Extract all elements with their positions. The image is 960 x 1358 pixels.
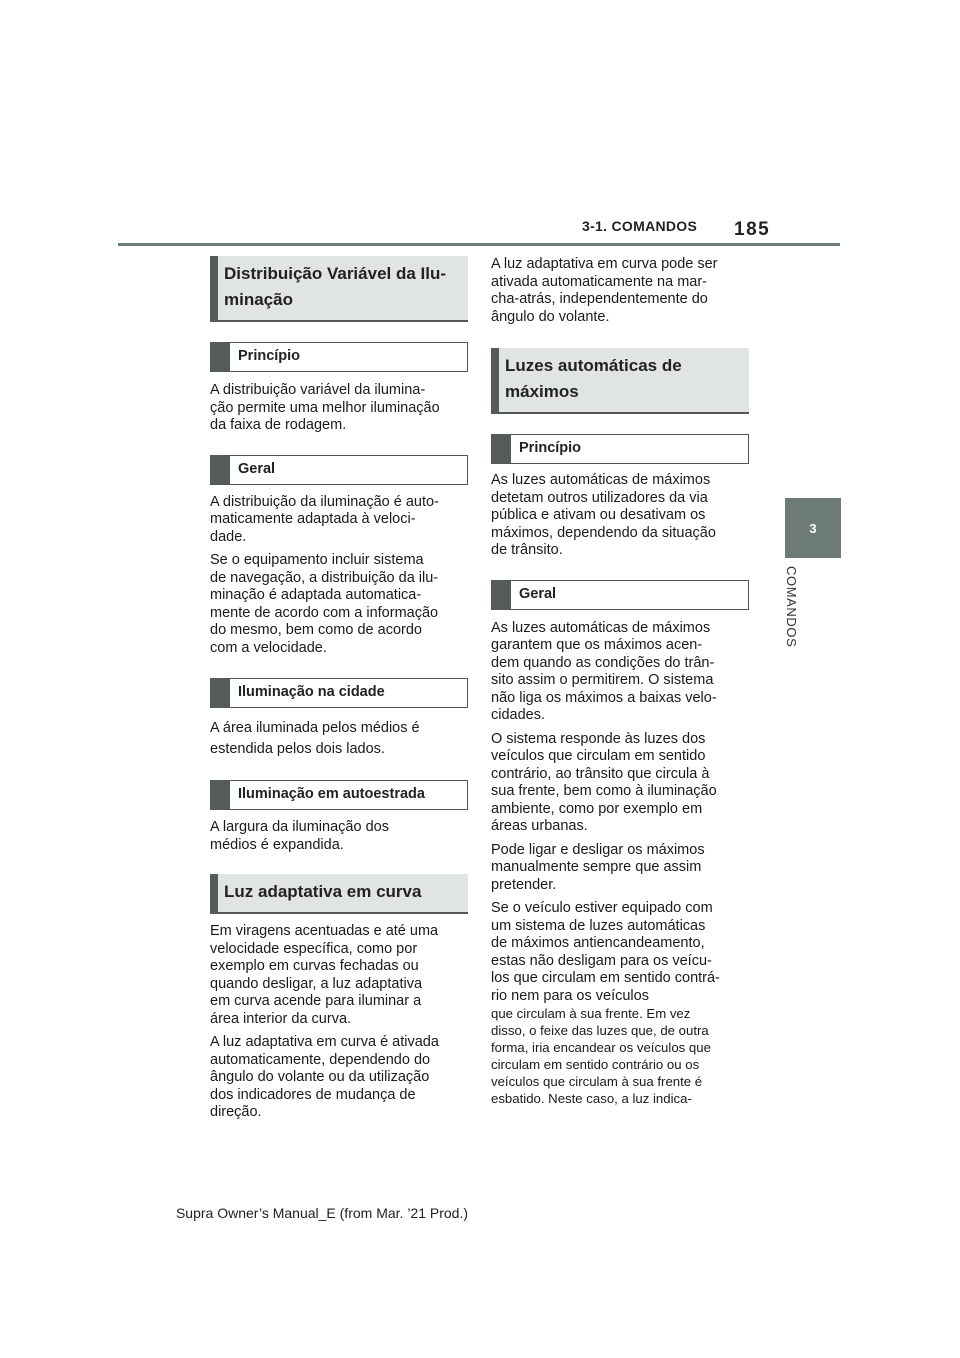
subheading-city-lighting: Iluminação na cidade: [210, 678, 468, 708]
heading-automatic-high-beam: Luzes automáticas de máximos: [491, 348, 749, 414]
chapter-tab: [785, 498, 841, 558]
paragraph: Em viragens acentuadas e até uma velocidade específica, como por exemplo em curvas fechadas ou quando desligar, a luz adaptativa em curva acende para iluminar a área interior da curva.: [210, 923, 439, 1027]
paragraph: A luz adaptativa em curva pode ser ativada automaticamente na mar- cha-atrás, independentemente do ângulo do volante.: [491, 256, 718, 325]
chapter-label: COMANDOS: [784, 566, 799, 648]
footer-text: Supra Owner’s Manual_E (from Mar. ’21 Prod.): [175, 1205, 469, 1221]
right-column: [491, 256, 749, 1107]
subheading-principle: Princípio: [491, 434, 749, 464]
section-title: 3-1. COMANDOS: [582, 218, 698, 234]
footer: [0, 1205, 960, 1221]
header-rule: [118, 243, 840, 246]
subheading-general: Geral: [491, 580, 749, 610]
paragraph: Se o veículo estiver equipado com um sistema de luzes automáticas de máximos antiencandeamento, estas não desligam para os veícu- los que circulam em sentido contrá- rio nem para os veículos: [491, 900, 720, 1004]
paragraph: Se o equipamento incluir sistema de navegação, a distribuição da ilu- minação é adaptada automatica- mente de acordo com a informação do mesmo, bem como de acordo com a velocidade.: [210, 552, 439, 656]
paragraph: As luzes automáticas de máximos detetam outros utilizadores da via pública e ativam ou desativam os máximos, dependendo da situação de trânsito.: [491, 472, 716, 558]
chapter-number: 3: [809, 520, 817, 536]
heading-variable-light-distribution: Distribuição Variável da Ilu- minação: [210, 256, 468, 322]
paragraph: Pode ligar e desligar os máximos manualmente sempre que assim pretender.: [491, 841, 705, 893]
paragraph: As luzes automáticas de máximos garantem que os máximos acen- dem quando as condições do trân- sito assim o permitirem. O sistema não liga os máximos a baixas velo- cidades.: [491, 619, 717, 723]
subheading-general: Geral: [210, 455, 468, 485]
page-number: 185: [734, 219, 771, 240]
subheading-principle: Princípio: [210, 342, 468, 372]
paragraph: A largura da iluminação dos médios é expandida.: [210, 819, 389, 853]
paragraph: A distribuição da iluminação é auto- maticamente adaptada à veloci- dade.: [210, 493, 439, 545]
subheading-motorway-lighting: Iluminação em autoestrada: [210, 780, 468, 810]
paragraph: O sistema responde às luzes dos veículos que circulam em sentido contrário, ao trânsito que circula à sua frente, bem como à iluminação ambiente, como por exemplo em áreas urbanas.: [491, 730, 717, 834]
heading-adaptive-cornering-light: Luz adaptativa em curva: [210, 874, 468, 914]
paragraph: A área iluminada pelos médios é estendida pelos dois lados.: [210, 720, 420, 757]
paragraph: A distribuição variável da ilumina- ção permite uma melhor iluminação da faixa de rodagem.: [210, 382, 440, 433]
left-column: [210, 256, 468, 1122]
paragraph-continued: que circulam à sua frente. Em vez disso, o feixe das luzes que, de outra forma, iria encandear os veículos que circulam em sentido contrário ou os veículos que circulam à sua frente é esbatido. Neste caso, a luz indica-: [491, 1006, 711, 1106]
paragraph: A luz adaptativa em curva é ativada automaticamente, dependendo do ângulo do volante ou da utilização dos indicadores de mudança de direção.: [210, 1034, 439, 1120]
